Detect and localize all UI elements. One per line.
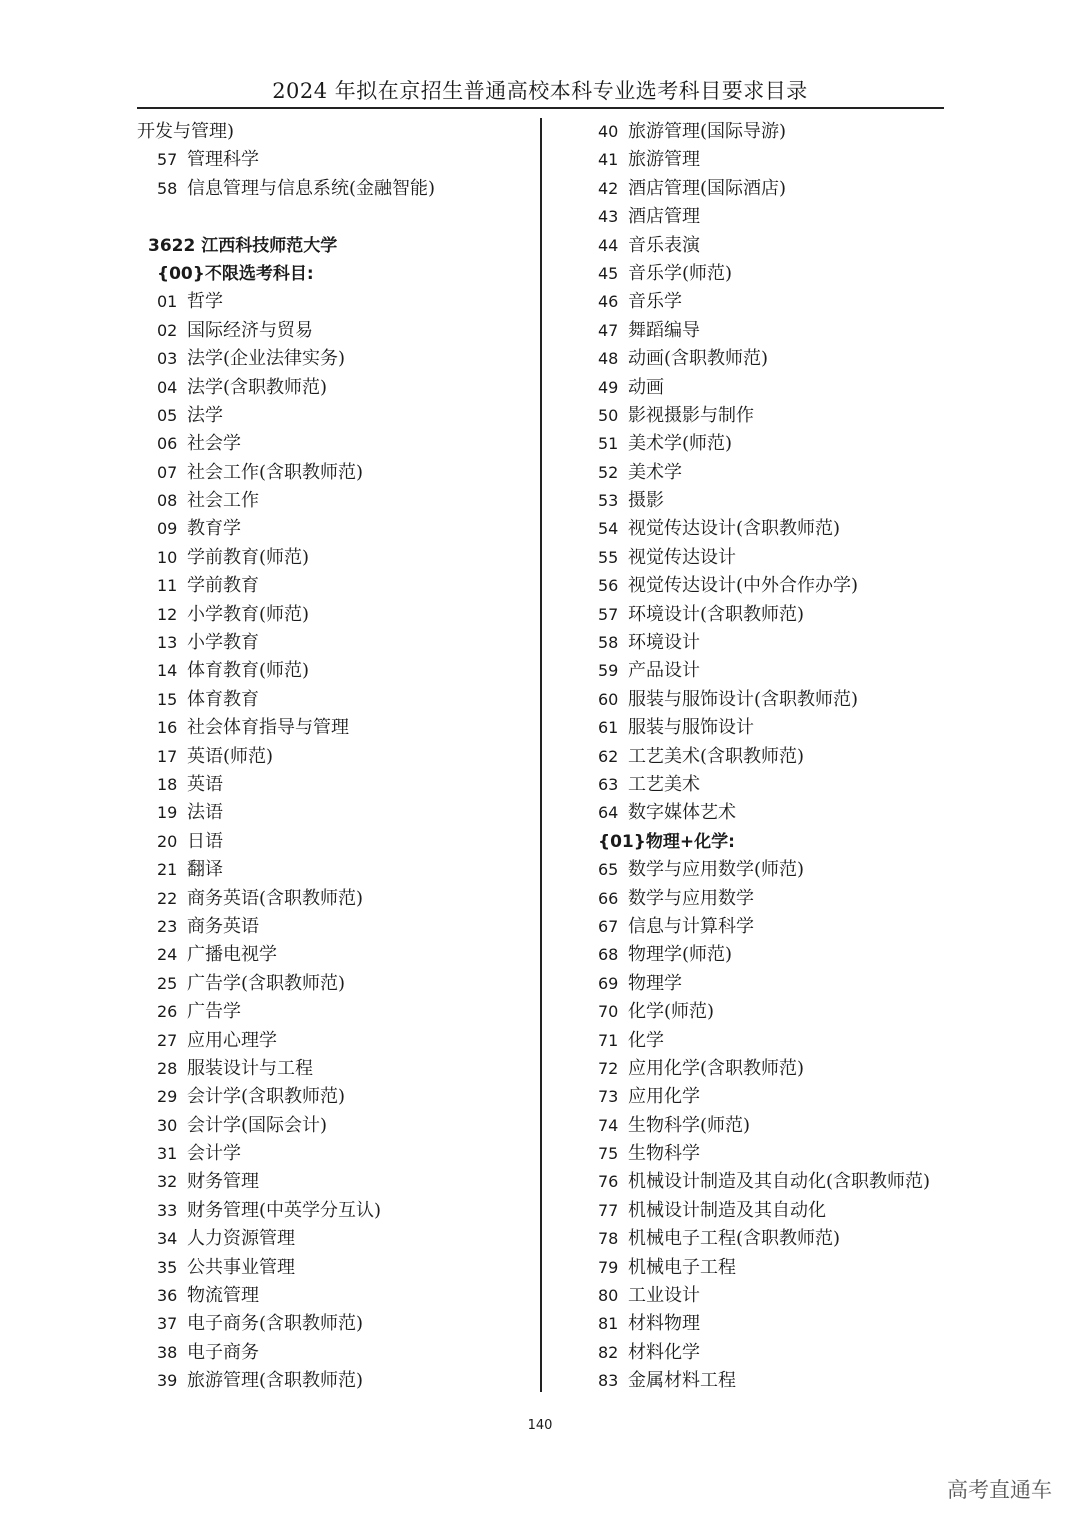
major-code: 57 <box>598 604 619 624</box>
major-name: 酒店管理 <box>628 206 700 228</box>
major-item <box>578 317 948 345</box>
major-name: 旅游管理(含职教师范) <box>187 1370 364 1392</box>
major-item <box>137 345 532 373</box>
major-name: 金属材料工程 <box>628 1370 736 1392</box>
major-item <box>578 572 948 600</box>
major-code: 23 <box>157 916 178 936</box>
major-name: 广播电视学 <box>187 944 277 966</box>
major-code: 19 <box>157 803 178 823</box>
major-code: 61 <box>598 718 619 738</box>
major-code: 80 <box>598 1286 619 1306</box>
major-item <box>137 459 532 487</box>
major-item <box>137 1197 532 1225</box>
major-item <box>137 771 532 799</box>
major-item <box>137 146 532 174</box>
major-name: 工业设计 <box>628 1285 700 1307</box>
major-name: 视觉传达设计(含职教师范) <box>628 518 841 540</box>
major-code: 52 <box>598 462 619 482</box>
major-code: 55 <box>598 547 619 567</box>
major-name: 美术学(师范) <box>628 433 733 455</box>
major-code: 31 <box>157 1144 178 1164</box>
major-item <box>578 1197 948 1225</box>
major-name: 机械设计制造及其自动化 <box>628 1199 826 1221</box>
major-name: 广告学 <box>187 1001 241 1023</box>
major-code: 47 <box>598 320 619 340</box>
major-code: 22 <box>157 888 178 908</box>
major-item <box>578 430 948 458</box>
major-code: 29 <box>157 1087 178 1107</box>
major-item <box>578 175 948 203</box>
major-name: 小学教育 <box>187 632 259 654</box>
major-item <box>578 459 948 487</box>
major-name: 教育学 <box>187 518 241 540</box>
major-name: 体育教育(师范) <box>187 660 310 682</box>
major-item <box>137 374 532 402</box>
major-code: 45 <box>598 263 619 283</box>
major-name: 机械设计制造及其自动化(含职教师范) <box>628 1171 931 1193</box>
major-item <box>137 288 532 316</box>
major-code: 39 <box>157 1371 178 1391</box>
major-name: 物理学 <box>628 972 682 994</box>
major-code: 57 <box>157 150 178 170</box>
major-item <box>137 1225 532 1253</box>
major-item <box>578 374 948 402</box>
title-rule <box>137 107 944 109</box>
major-code: 82 <box>598 1342 619 1362</box>
major-code: 65 <box>598 860 619 880</box>
page-number: 140 <box>527 1418 553 1433</box>
major-name: 会计学(国际会计) <box>187 1114 328 1136</box>
major-item <box>137 1168 532 1196</box>
major-name: 动画 <box>628 376 664 398</box>
major-code: 83 <box>598 1371 619 1391</box>
major-code: 75 <box>598 1144 619 1164</box>
major-code: 71 <box>598 1030 619 1050</box>
major-name: 财务管理 <box>187 1171 259 1193</box>
major-item <box>578 771 948 799</box>
major-code: 30 <box>157 1115 178 1135</box>
major-code: 51 <box>598 434 619 454</box>
left-column <box>137 118 532 1396</box>
major-name: 环境设计(含职教师范) <box>628 603 805 625</box>
major-code: 69 <box>598 973 619 993</box>
major-name: 社会工作 <box>187 490 259 512</box>
major-name: 公共事业管理 <box>187 1256 295 1278</box>
major-code: 28 <box>157 1058 178 1078</box>
major-code: 04 <box>157 377 178 397</box>
major-code: 54 <box>598 519 619 539</box>
major-name: 视觉传达设计 <box>628 546 736 568</box>
major-name: 影视摄影与制作 <box>628 404 754 426</box>
major-name: 工艺美术(含职教师范) <box>628 745 805 767</box>
major-code: 58 <box>598 633 619 653</box>
major-code: 13 <box>157 633 178 653</box>
major-name: 材料化学 <box>628 1341 700 1363</box>
page-title: 2024 年拟在京招生普通高校本科专业选考科目要求目录 <box>272 79 808 103</box>
major-name: 产品设计 <box>628 660 700 682</box>
major-item <box>137 317 532 345</box>
major-item <box>578 544 948 572</box>
major-item <box>137 1282 532 1310</box>
blank-line <box>137 203 532 231</box>
major-name: 商务英语 <box>187 915 259 937</box>
major-code: 34 <box>157 1229 178 1249</box>
major-item <box>137 1055 532 1083</box>
major-item <box>578 1140 948 1168</box>
major-code: 72 <box>598 1058 619 1078</box>
major-name: 材料物理 <box>628 1313 700 1335</box>
major-item <box>137 487 532 515</box>
major-name: 管理科学 <box>187 149 259 171</box>
major-item <box>578 288 948 316</box>
major-name: 物流管理 <box>187 1285 259 1307</box>
major-name: 国际经济与贸易 <box>187 319 313 341</box>
major-item <box>578 856 948 884</box>
major-code: 27 <box>157 1030 178 1050</box>
major-item <box>137 1027 532 1055</box>
major-code: 18 <box>157 774 178 794</box>
major-code: 67 <box>598 916 619 936</box>
major-code: 21 <box>157 860 178 880</box>
major-name: 社会体育指导与管理 <box>187 717 349 739</box>
major-code: 70 <box>598 1002 619 1022</box>
major-code: 46 <box>598 292 619 312</box>
major-name: 会计学(含职教师范) <box>187 1086 346 1108</box>
major-name: 舞蹈编导 <box>628 319 700 341</box>
major-item <box>578 743 948 771</box>
major-name: 音乐学(师范) <box>628 262 733 284</box>
major-code: 56 <box>598 576 619 596</box>
major-name: 会计学 <box>187 1143 241 1165</box>
major-item <box>137 970 532 998</box>
major-code: 48 <box>598 349 619 369</box>
major-item <box>137 1310 532 1338</box>
major-item <box>578 1225 948 1253</box>
school-heading: 3622 江西科技师范大学 <box>148 235 338 256</box>
major-code: 36 <box>157 1286 178 1306</box>
major-name: 商务英语(含职教师范) <box>187 887 364 909</box>
major-item <box>137 1083 532 1111</box>
major-code: 49 <box>598 377 619 397</box>
column-divider <box>540 118 542 1392</box>
major-item <box>578 799 948 827</box>
major-item <box>137 1339 532 1367</box>
major-item <box>578 1055 948 1083</box>
major-item <box>578 1254 948 1282</box>
major-item <box>137 1254 532 1282</box>
major-name: 信息与计算科学 <box>628 915 754 937</box>
major-code: 38 <box>157 1342 178 1362</box>
major-code: 41 <box>598 150 619 170</box>
major-code: 02 <box>157 320 178 340</box>
major-item <box>137 175 532 203</box>
major-code: 11 <box>157 576 178 596</box>
major-code: 03 <box>157 349 178 369</box>
major-item <box>578 345 948 373</box>
major-item <box>137 799 532 827</box>
major-name: 酒店管理(国际酒店) <box>628 177 787 199</box>
major-code: 77 <box>598 1200 619 1220</box>
major-item <box>137 402 532 430</box>
major-code: 08 <box>157 491 178 511</box>
major-code: 42 <box>598 178 619 198</box>
major-item <box>578 487 948 515</box>
major-code: 01 <box>157 292 178 312</box>
major-code: 59 <box>598 661 619 681</box>
major-code: 06 <box>157 434 178 454</box>
right-column <box>578 118 948 1396</box>
major-code: 60 <box>598 689 619 709</box>
major-item <box>578 1282 948 1310</box>
major-name: 电子商务(含职教师范) <box>187 1313 364 1335</box>
major-item <box>578 998 948 1026</box>
major-item <box>137 913 532 941</box>
continuation-text: 开发与管理) <box>137 121 235 142</box>
major-name: 财务管理(中英学分互认) <box>187 1199 382 1221</box>
major-name: 应用心理学 <box>187 1029 277 1051</box>
major-item <box>578 970 948 998</box>
major-code: 58 <box>157 178 178 198</box>
major-item <box>137 714 532 742</box>
major-name: 工艺美术 <box>628 773 700 795</box>
major-name: 英语 <box>187 773 223 795</box>
major-item <box>137 941 532 969</box>
subject-group-heading: {00}不限选考科目: <box>157 263 314 284</box>
major-item <box>578 629 948 657</box>
major-code: 79 <box>598 1257 619 1277</box>
major-code: 32 <box>157 1172 178 1192</box>
major-item <box>578 657 948 685</box>
major-code: 10 <box>157 547 178 567</box>
major-name: 视觉传达设计(中外合作办学) <box>628 575 859 597</box>
major-code: 62 <box>598 746 619 766</box>
major-name: 小学教育(师范) <box>187 603 310 625</box>
major-name: 电子商务 <box>187 1341 259 1363</box>
watermark: 高考直通车 <box>947 1478 1052 1502</box>
major-code: 33 <box>157 1200 178 1220</box>
major-item <box>578 402 948 430</box>
major-code: 17 <box>157 746 178 766</box>
major-item <box>578 515 948 543</box>
major-item <box>578 601 948 629</box>
major-item <box>578 1367 948 1395</box>
major-item <box>578 203 948 231</box>
major-code: 81 <box>598 1314 619 1334</box>
major-name: 日语 <box>187 830 223 852</box>
major-item <box>137 1140 532 1168</box>
major-item <box>137 544 532 572</box>
major-code: 66 <box>598 888 619 908</box>
major-item <box>578 1027 948 1055</box>
major-item <box>137 885 532 913</box>
major-code: 44 <box>598 235 619 255</box>
major-item <box>578 913 948 941</box>
major-item <box>578 118 948 146</box>
major-name: 机械电子工程 <box>628 1256 736 1278</box>
major-code: 37 <box>157 1314 178 1334</box>
major-item <box>137 572 532 600</box>
major-code: 15 <box>157 689 178 709</box>
major-code: 74 <box>598 1115 619 1135</box>
major-code: 35 <box>157 1257 178 1277</box>
major-name: 法语 <box>187 802 223 824</box>
major-item <box>137 629 532 657</box>
major-item <box>137 1112 532 1140</box>
major-name: 应用化学(含职教师范) <box>628 1057 805 1079</box>
major-name: 学前教育 <box>187 575 259 597</box>
major-name: 音乐学 <box>628 291 682 313</box>
major-name: 社会学 <box>187 433 241 455</box>
major-name: 数学与应用数学(师范) <box>628 859 805 881</box>
major-name: 化学(师范) <box>628 1001 715 1023</box>
major-name: 动画(含职教师范) <box>628 348 769 370</box>
major-code: 07 <box>157 462 178 482</box>
major-name: 广告学(含职教师范) <box>187 972 346 994</box>
major-name: 生物科学(师范) <box>628 1114 751 1136</box>
major-code: 20 <box>157 831 178 851</box>
major-item <box>137 743 532 771</box>
major-name: 生物科学 <box>628 1143 700 1165</box>
major-item <box>137 686 532 714</box>
major-code: 78 <box>598 1229 619 1249</box>
major-name: 社会工作(含职教师范) <box>187 461 364 483</box>
major-code: 53 <box>598 491 619 511</box>
major-name: 英语(师范) <box>187 745 274 767</box>
major-name: 翻译 <box>187 859 223 881</box>
major-code: 14 <box>157 661 178 681</box>
major-item <box>137 515 532 543</box>
major-name: 服装与服饰设计(含职教师范) <box>628 688 859 710</box>
major-name: 哲学 <box>187 291 223 313</box>
major-code: 76 <box>598 1172 619 1192</box>
major-code: 68 <box>598 945 619 965</box>
major-item <box>578 941 948 969</box>
major-code: 64 <box>598 803 619 823</box>
major-item <box>578 232 948 260</box>
major-name: 应用化学 <box>628 1086 700 1108</box>
major-code: 09 <box>157 519 178 539</box>
major-item <box>578 146 948 174</box>
major-name: 旅游管理(国际导游) <box>628 121 787 142</box>
major-name: 化学 <box>628 1029 664 1051</box>
major-item <box>137 430 532 458</box>
major-item <box>578 714 948 742</box>
major-name: 数字媒体艺术 <box>628 802 736 824</box>
major-code: 63 <box>598 774 619 794</box>
major-name: 服装设计与工程 <box>187 1057 313 1079</box>
major-code: 50 <box>598 405 619 425</box>
major-name: 机械电子工程(含职教师范) <box>628 1228 841 1250</box>
major-code: 25 <box>157 973 178 993</box>
major-item <box>137 856 532 884</box>
major-item <box>578 686 948 714</box>
major-item <box>578 1083 948 1111</box>
major-code: 24 <box>157 945 178 965</box>
major-name: 体育教育 <box>187 688 259 710</box>
major-name: 数学与应用数学 <box>628 887 754 909</box>
major-item <box>578 1168 948 1196</box>
major-name: 信息管理与信息系统(金融智能) <box>187 177 436 199</box>
major-item <box>578 1339 948 1367</box>
major-name: 旅游管理 <box>628 149 700 171</box>
major-item <box>137 828 532 856</box>
major-name: 摄影 <box>628 490 664 512</box>
major-item <box>137 998 532 1026</box>
major-item <box>578 885 948 913</box>
major-code: 05 <box>157 405 178 425</box>
major-code: 73 <box>598 1087 619 1107</box>
major-item <box>578 1112 948 1140</box>
major-code: 26 <box>157 1002 178 1022</box>
subject-group-heading: {01}物理+化学: <box>598 831 735 852</box>
major-name: 学前教育(师范) <box>187 546 310 568</box>
major-item <box>137 1367 532 1395</box>
major-code: 16 <box>157 718 178 738</box>
major-name: 服装与服饰设计 <box>628 717 754 739</box>
major-name: 美术学 <box>628 461 682 483</box>
major-name: 环境设计 <box>628 632 700 654</box>
major-name: 人力资源管理 <box>187 1228 295 1250</box>
major-name: 法学(企业法律实务) <box>187 348 346 370</box>
major-item <box>578 1310 948 1338</box>
major-item <box>137 657 532 685</box>
major-code: 40 <box>598 122 619 141</box>
major-code: 43 <box>598 207 619 227</box>
major-name: 物理学(师范) <box>628 944 733 966</box>
major-name: 法学 <box>187 404 223 426</box>
major-name: 法学(含职教师范) <box>187 376 328 398</box>
major-item <box>137 601 532 629</box>
major-item <box>578 260 948 288</box>
major-name: 音乐表演 <box>628 234 700 256</box>
major-code: 12 <box>157 604 178 624</box>
